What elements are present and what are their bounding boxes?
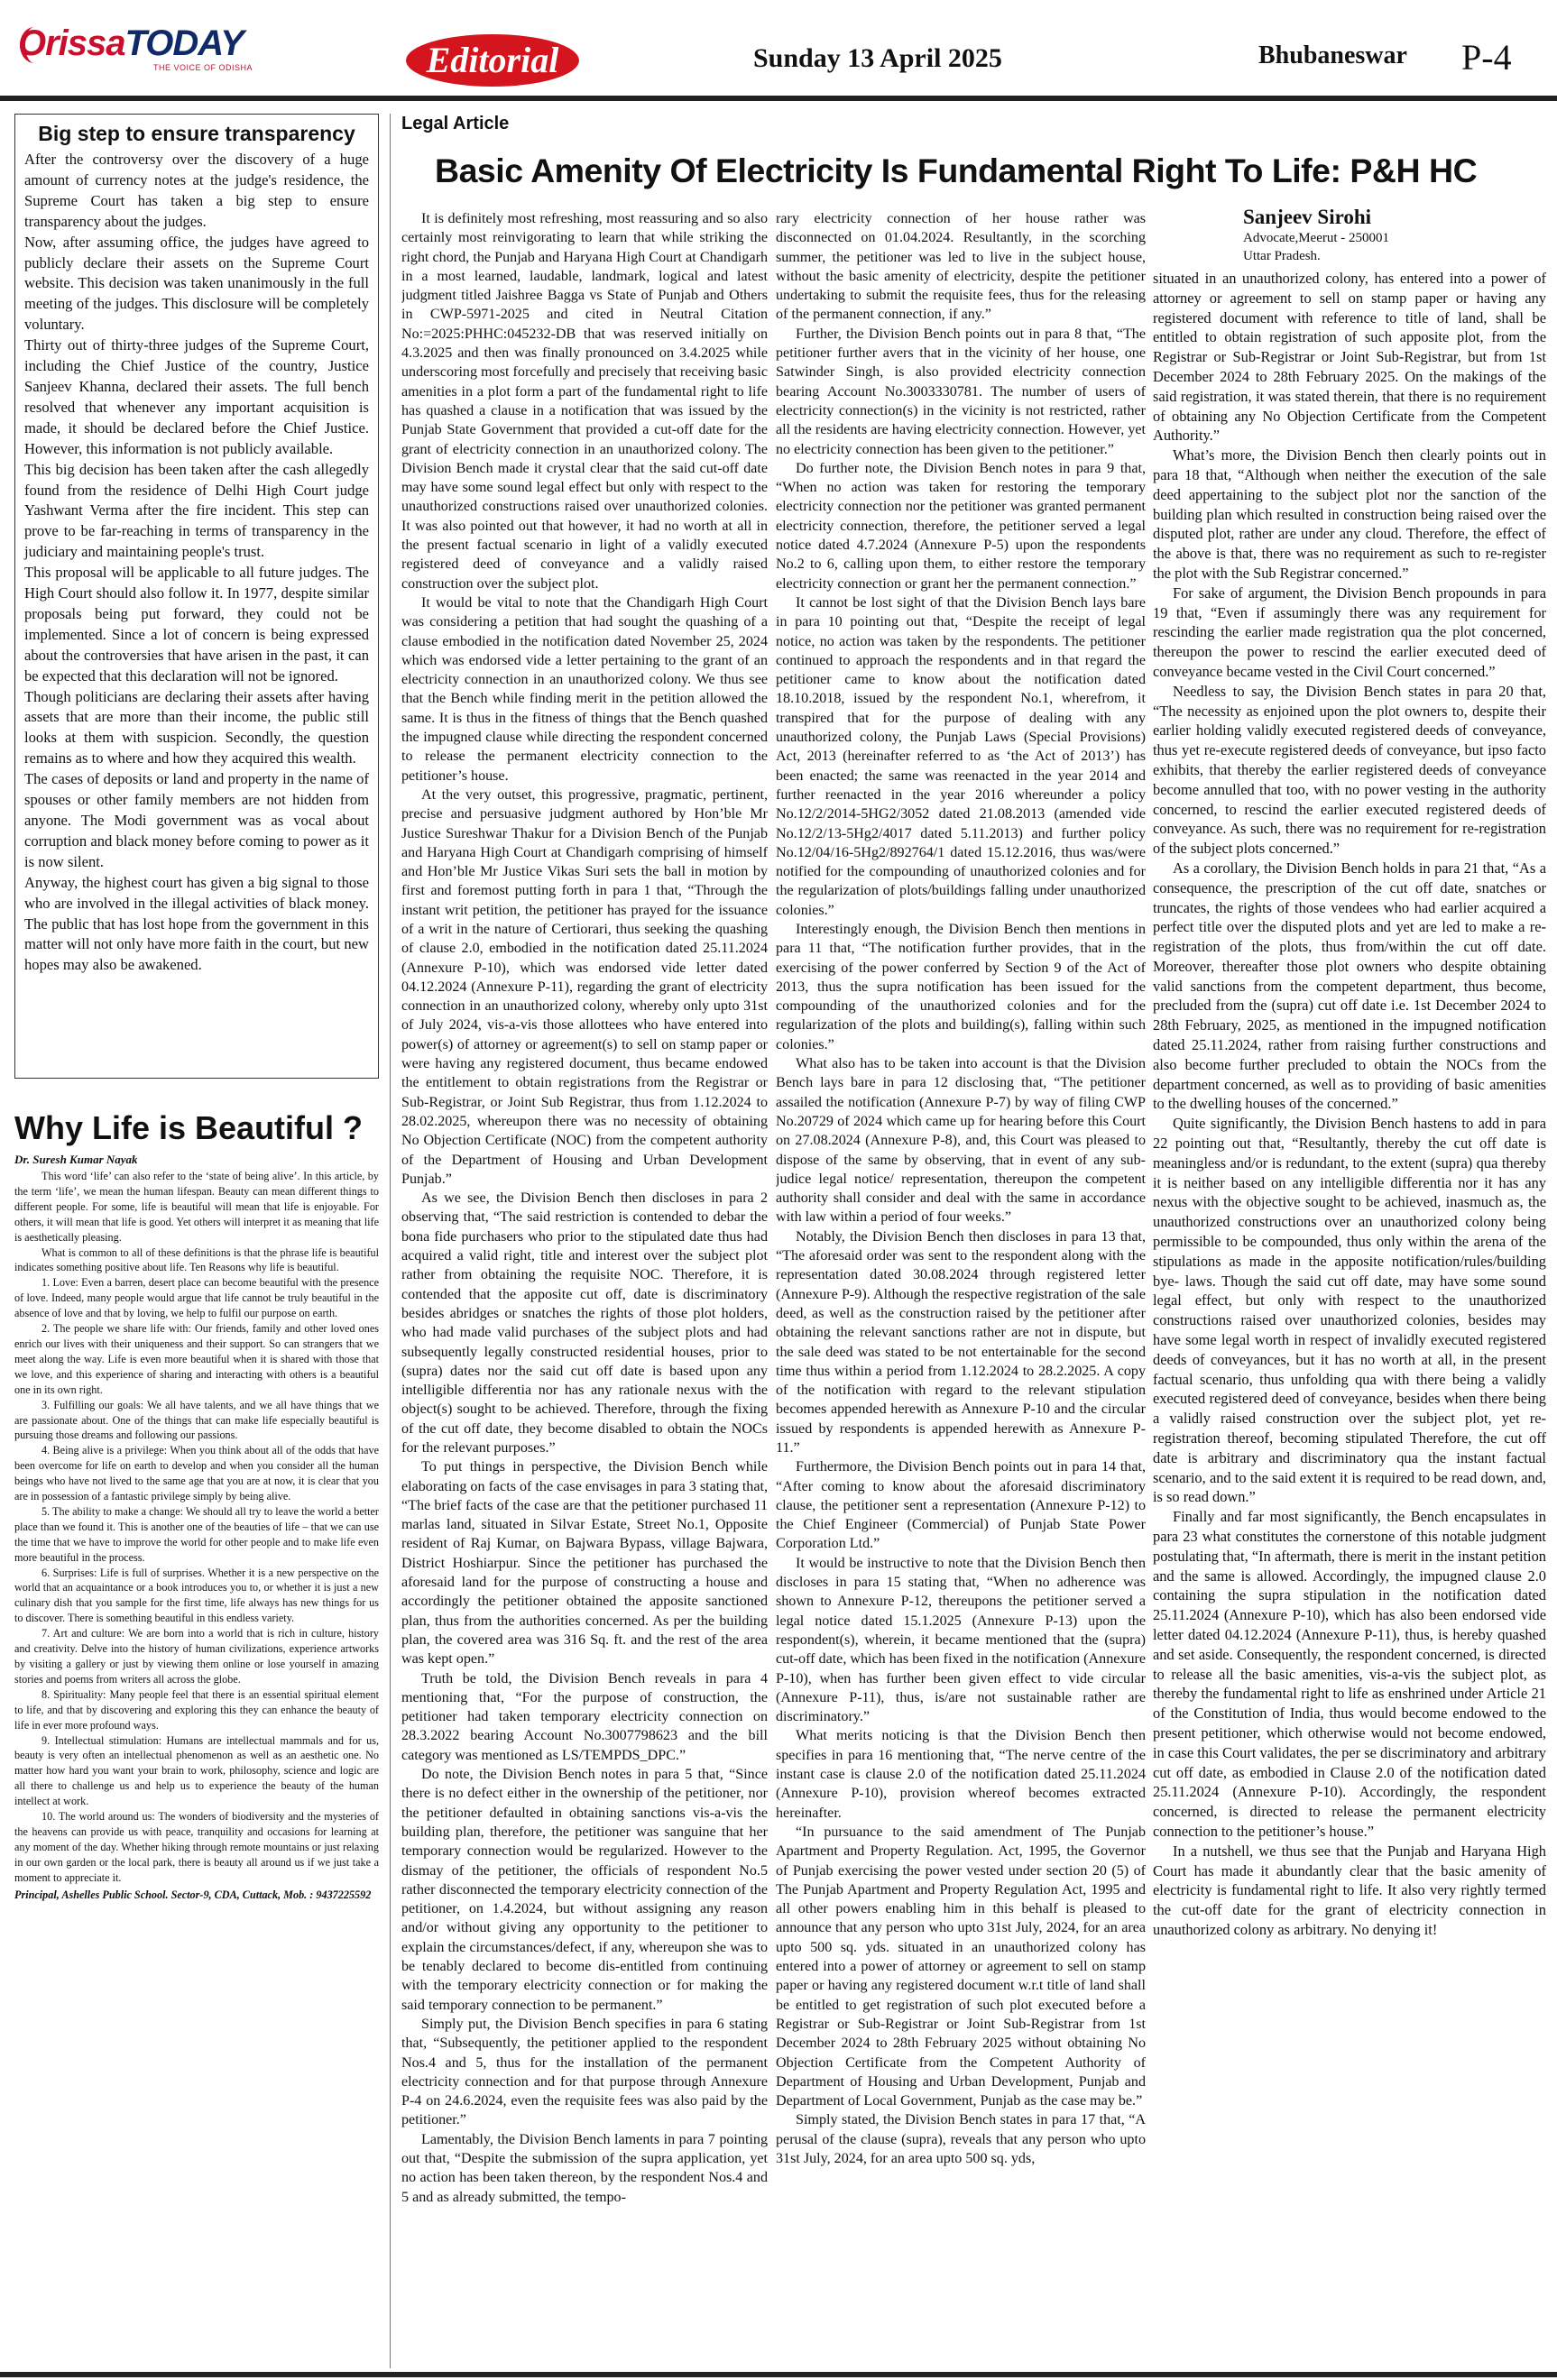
legal-paragraph: Finally and far most significantly, the Bench encapsulates in para 23 what constitutes the cornerstone of this notable judgment postulating that, “In aftermath, there is merit in the instant petition and the same is allowed. Accordingly, the impugned clause 2.0 containing the supra stipulation in the notification dated 25.11.2024 (Annexure P-10), which has also been endorsed vide letter dated 04.12.2024 (Annexure P-11), thus, is hereby quashed and set aside. Consequently, the respondent concerned, is directed to release all the basic amenities, vis-a-vis the subject plot, as thereby the fundamental right to life as enshrined under Article 21 of the Constitution of India, thus would become endowed to the present petitioner, which otherwise would not become endowed, in case this Court validates, the per se discriminatory and arbitrary cut off date, as embodied in Clause 2.0 of the notification dated 25.11.2024 (Annexure P-10). Accordingly, the respondent concerned, is directed to release the permanent electricity connection to the petitioner’s house.”: [1153, 1508, 1546, 1840]
page-number: P-4: [1461, 37, 1512, 78]
masthead: [0, 0, 1557, 97]
life-article: [14, 1109, 379, 2367]
legal-paragraph: It is definitely most refreshing, most reassuring and so also certainly most reinvigorating to learn that while striking the right chord, the Punjab and Haryana High Court at Chandigarh in a most learned, laudable, landmark, logical and latest judgment titled Jaishree Bagga vs State of Punjab and Others in CWP-5971-2025 and cited in Neutral Citation No:=2025:PHHC:045232-DB that was reserved initially on 4.3.2025 and then was finally pronounced on 3.4.2025 while underscoring most forcefully and precisely that receiving basic amenities in a plot form a part of the fundamental right to life has quashed a clause in a notification that was issued by the Punjab State Government that provided a cut-off date for the grant of electricity connection in an unauthorized colony. The Division Bench made it crystal clear that the said cut-off date may have some sound legal effect but only with respect to the unauthorized constructions raised over unauthorized colonies. It was also pointed out that however, it had no worth at all in the present factual scenario in light of a validly executed registered deed of conveyance and a validly raised construction over the subject plot.: [401, 211, 768, 592]
author-name: Sanjeev Sirohi: [1243, 206, 1372, 228]
editorial-paragraph: The cases of deposits or land and property in the name of spouses or other family members are not hidden from anyone. The Modi government was as vocal about corruption and black money before coming to power as it is now silent.: [24, 770, 369, 870]
life-paragraph: 3. Fulfilling our goals: We all have talents, and we all have things that we are passionate about. One of the things that can make life especially beautiful is pursuing those dreams and following our passions.: [14, 1398, 379, 1442]
editorial-paragraph: Anyway, the highest court has given a big signal to those who are involved in the illegal activities of black money. The public that has lost hope from the government in this matter will not only have more faith in the court, but new hopes may also be awakened.: [24, 873, 369, 974]
life-body: [14, 1169, 379, 1886]
life-paragraph: 7. Art and culture: We are born into a world that is rich in culture, history and creativity. Delve into the history of human civilizations, experience artworks by visiting a gallery or just by viewing them online or lose yourself in amazing stories and poems from writers all across the globe.: [14, 1627, 379, 1686]
column-divider: [390, 114, 391, 2368]
editorial-paragraph: After the controversy over the discovery of a huge amount of currency notes at the judge's residence, the Supreme Court has taken a big step to ensure transparency about the judges.: [24, 151, 369, 230]
life-paragraph: 9. Intellectual stimulation: Humans are intellectual mammals and for us, beauty is very often an intellectual phenomenon as well as an aesthetic one. No matter how hard you want your brain to work, philosophy, science and logic are all there to challenge us and help us to experience the beauty of the human intellect at work.: [14, 1733, 379, 1808]
legal-paragraph: At the very outset, this progressive, pragmatic, pertinent, precise and persuasive judgment authored by Hon’ble Mr Justice Sureshwar Thakur for a Division Bench of the Punjab and Haryana High Court at Chandigarh comprising of himself and Hon’ble Mr Justice Vikas Suri sets the ball in motion by first and foremost putting forth in para 1 that, “Through the instant writ petition, the petitioner has prayed for the issuance of a writ in the nature of Certiorari, thus seeking the quashing of clause 2.0, embodied in the notification dated 25.11.2024 (Annexure P-10), which was endorsed vide letter dated 04.12.2024 (Annexure P-11), regarding the grant of electricity connection in an unauthorized colony, whereby only upto 31st of July 2024, vis-a-vis those allottees who have entered into power(s) of attorney or agreement(s) to sell on stamp paper or were having any registered document, thus became endowed the entitlement to obtain registrations from the Registrar or Sub-Registrar, or Joint Sub Registrar, thus from 1.12.2024 to 28.02.2025, whereupon there was no necessity of obtaining No Objection Certificate (NOC) from the competent authority of the Department of Housing and Urban Development Punjab.”: [401, 786, 768, 1187]
newspaper-logo: [18, 23, 253, 83]
logo-text: OrissaTODAY: [18, 23, 244, 63]
author-address-line2: Uttar Pradesh.: [1243, 249, 1321, 263]
editorial-paragraph: Now, after assuming office, the judges have agreed to publicly declare their assets on the Supreme Court website. This decision was taken unanimously in the full meeting of the judges. This disclosure will be completely voluntary.: [24, 233, 369, 334]
legal-headline: Basic Amenity Of Electricity Is Fundamental Right To Life: P&H HC: [435, 152, 1478, 189]
legal-paragraph: Notably, the Division Bench then discloses in para 13 that, “The aforesaid order was sent to the respondent along with the representation dated 30.08.2024 through registered letter (Annexure P-9). Although the respective registration of the sale deed, as well as the construction raised by the petitioner after obtaining the relevant sanctions rather are not in dispute, but the sale deed was stated to be not entertainable for the second time thus within a period from 1.12.2024 to 28.2.2025. A copy of the notification with regard to the relevant stipulation becomes appended herewith as Annexure P-10 and the circular issued by respondents is appended herewith as Annexure P-11.”: [776, 1228, 1146, 1456]
edition-city: Bhubaneswar: [1258, 41, 1407, 69]
life-paragraph: 2. The people we share life with: Our friends, family and other loved ones enrich our lives with their uniqueness and their support. So can strangers that we meet along the way. Life is even more beautiful when it is shared with those that we love, and this experience of sharing and interacting with others is a beautiful one in its own right.: [14, 1322, 379, 1396]
life-paragraph: 5. The ability to make a change: We should all try to leave the world a better place than we found it. This is another one of the beauties of life – that we can use the time that we have to improve the world for other people and to make life even more beautiful in the process.: [14, 1504, 379, 1564]
author-block: [1243, 206, 1550, 265]
legal-paragraph: Needless to say, the Division Bench states in para 20 that, “The necessity as enjoined upon the plot owners to, despite their earlier holding validly executed registered deeds of conveyance, thus yet re-execute registered deeds of conveyance, but ipso facto exhibits, that thereby the earlier registered deeds of conveyance become annulled that too, with no power vesting in the authority concerned, to rescind the earlier executed registered deeds of conveyance. As such, there was no requirement for re-registration of the subject plots concerned.”: [1153, 682, 1546, 858]
legal-column-3: [1153, 269, 1546, 2369]
legal-paragraph: Quite significantly, the Division Bench hastens to add in para 22 pointing out that, “Resultantly, thereby the cut off date is meaningless and/or is redundant, to the extent (supra) qua thereby it is neither based on any intelligible differentia nor it has any nexus with the objective sought to be achieved, inasmuch as, the unauthorized constructions over an unauthorized colony being permissible to be compounded, thus only within the arena of the stipulations as made in the apposite notification/rules/building bye- laws. Though the said cut off date, may have some sound legal effect, but only with respect to the unauthorized constructions raised over unauthorized colonies, besides may have some legal worth in respect of invalidly executed registered deeds of conveyances, but it has no worth at all, in the present factual scenario, thus unfolding qua with there being a validly executed registered deed of conveyance, besides when there being a validly raised construction over the subject plot, yet re-registration thereof, becoming stipulated Therefore, the cut off date is arbitrary and discriminatory qua the instant factual scenario, and to the said extent it is required to be read down, and, is so read down.”: [1153, 1115, 1546, 1506]
legal-paragraph: Truth be told, the Division Bench reveals in para 4 mentioning that, “For the purpose of construction, the petitioner had taken temporary electricity connection on 28.3.2022 bearing Account No.3007798623 and the bill category was mentioned as LS/TEMPDS_DPC.”: [401, 1670, 768, 1763]
editorial-body: [24, 150, 369, 976]
editorial-paragraph: This big decision has been taken after the cash allegedly found from the residence of Delhi High Court judge Yashwant Verma after the fire incident. This step can prove to be far-reaching in terms of transparency in the judiciary and maintaining people's trust.: [24, 460, 369, 561]
legal-paragraph: Do note, the Division Bench notes in para 5 that, “Since there is no defect either in the ownership of the petitioner, nor the petitioner defaulted in obtaining sanctions vis-a-vis the building plan, therefore, the petitioner was sanguine that her temporary connection would be regularized. However to the dismay of the petitioner, the officials of respondent No.5 rather disconnected the temporary electricity connection of the petitioner, on 1.4.2024, but without assigning any reason and/or without giving any opportunity to the petitioner to explain the circumstances/defect, if any, whereupon she was to be tenably declared to become dis-entitled from continuing with the temporary electricity connection or for making the said temporary connection to be permanent.”: [401, 1767, 768, 2013]
editorial-paragraph: Though politicians are declaring their assets after having assets that are more than their income, the public still looks at them with suspicion. Secondly, the question remains as to where and how they acquired this wealth.: [24, 687, 369, 767]
editorial-paragraph: Thirty out of thirty-three judges of the Supreme Court, including the Chief Justice of the country, Justice Sanjeev Khanna, declared their assets. The full bench resolved that whenever any important acquisition is made, it should be declared before the Chief Justice. However, this information is not publicly available.: [24, 336, 369, 457]
legal-paragraph: Further, the Division Bench points out in para 8 that, “The petitioner further avers that in the vicinity of her house, one Satwinder Singh, is also provided electricity connection bearing Account No.3003330781. The number of users of electricity connection(s) in the vicinity is not restricted, rather all the residents are having electricity connection. However, yet no electricity connection has been given to the petitioner.”: [776, 326, 1146, 457]
life-paragraph: This word ‘life’ can also refer to the ‘state of being alive’. In this article, by the term ‘life’, we mean the human lifespan. Beauty can mean different things to different people. For some, life is beautiful will mean that life is enjoyable. For others, it will mean that life is good. Yet others will interpret it as meaning that life is aesthetically pleasing.: [14, 1170, 379, 1244]
legal-column-2: [776, 209, 1146, 2369]
life-paragraph: 8. Spirituality: Many people feel that there is an essential spiritual element to life, and that by discovering and exploring this they can enhance the beauty of life in ever more profound ways.: [14, 1687, 379, 1732]
footer-divider: [0, 2372, 1557, 2377]
legal-paragraph: What also has to be taken into account is that the Division Bench lays bare in para 12 disclosing that, “The petitioner assailed the notification (Annexure P-7) by way of filing CWP No.20729 of 2024 which came up for hearing before this Court on 27.08.2024 (Annexure P-8), and, this Court was pleased to dispose of the same by observing, that in event of any sub-judice legal notice/ representation, thereupon the competent authority shall consider and deal with the same in accordance with law within a period of four weeks.”: [776, 1056, 1146, 1226]
legal-paragraph: What merits noticing is that the Division Bench then specifies in para 16 mentioning that, “The nerve centre of the instant case is clause 2.0 of the notification dated 25.11.2024 (Annexure P-10), provision whereof becomes extracted hereinafter.: [776, 1728, 1146, 1821]
life-signature: Principal, Ashelles Public School. Sector-9, CDA, Cuttack, Mob. : 9437225592: [14, 1888, 372, 1901]
legal-paragraph: Simply put, the Division Bench specifies in para 6 stating that, “Subsequently, the petitioner applied to the respondent Nos.4 and 5, thus for the installation of the permanent electricity connection and for that purpose through Annexure P-4 on 24.6.2024, even the requisite fees was also paid by the petitioner.”: [401, 2016, 768, 2128]
section-badge: Editorial: [406, 34, 579, 87]
legal-paragraph: situated in an unauthorized colony, has entered into a power of attorney or agreement to sell on stamp paper or having any registered document with reference to title of land, shall be entitled to obtain registration of such apposite plot, from the Registrar or Sub-Registrar or Joint Sub-Registrar, but from 1st December 2024 to 28th February 2025. On the makings of the said registration, it was stated therein, that there is no requirement of obtaining any No Objection Certificate from the Competent Authority.”: [1153, 270, 1546, 445]
legal-paragraph: As a corollary, the Division Bench holds in para 21 that, “As a consequence, the prescription of the cut off date, snatches or truncates, the rights of those vendees who had earlier acquired a perfect title over the disputed plots and yet are led to make a re-registration of the plots, thus from/within the cut off date. Moreover, thereafter those plot owners who despite obtaining valid sanctions from the competent department, thus become, precluded from the (supra) cut off date i.e. 1st December 2024 to 28th February, 2025, as mentioned in the impugned notification dated 25.11.2024, rather from raising further constructions and also become further precluded to obtain the NOCs from the department concerned, as well as to providing of basic amenities to the dwelling houses of the concerned.”: [1153, 859, 1546, 1113]
editorial-box: [14, 114, 379, 1079]
editorial-paragraph: This proposal will be applicable to all future judges. The High Court should also follow it. In 1977, despite similar proposals being put forward, they could not be implemented. Since a lot of concern is being expressed about the controversies that have arisen in the past, it can be expected that this declaration will not be ignored.: [24, 564, 369, 685]
legal-paragraph: In a nutshell, we thus see that the Punjab and Haryana High Court has made it abundantly clear that the basic amenity of electricity is fundamental right to life. It also very rightly termed the cut-off date for the grant of electricity connection in unauthorized colony as arbitrary. No denying it!: [1153, 1842, 1546, 1938]
life-byline: Dr. Suresh Kumar Nayak: [14, 1153, 138, 1166]
legal-paragraph: What’s more, the Division Bench then clearly points out in para 18 that, “Although when neither the execution of the sale deed appertaining to the subject plot nor the sanction of the building plan which resulted in construction being raised over the disputed plot, rather are under any cloud. Therefore, the effect of the above is that, there was no requirement as such to re-register the plot with the Sub Registrar concerned.”: [1153, 446, 1546, 582]
legal-column-1: [401, 209, 768, 2369]
logo-tagline: THE VOICE OF ODISHA: [153, 63, 253, 72]
legal-paragraph: rary electricity connection of her house rather was disconnected on 01.04.2024. Resultantly, in the scorching summer, the petitioner was led to live in the subject house, without the basic amenity of electricity, despite the petitioner undertaking to submit the requisite fees, thus for the releasing of the permanent connection, if any.”: [776, 211, 1146, 323]
life-paragraph: What is common to all of these definitions is that the phrase life is beautiful indicates something positive about life. Ten Reasons why life is beautiful.: [14, 1245, 379, 1274]
editorial-title: Big step to ensure transparency: [38, 122, 355, 145]
legal-paragraph: Interestingly enough, the Division Bench then mentions in para 11 that, “The notification further provides, that in the exercising of the power conferred by Section 9 of the Act of 2013, thus the supra notification has been issued for the compounding of the unauthorized colonies and for the regularization of the plots and building(s), falling within such colonies.”: [776, 921, 1146, 1052]
legal-paragraph: Do further note, the Division Bench notes in para 9 that, “When no action was taken for restoring the temporary electricity connection nor the petitioner was granted permanent electricity connection, therefore, the petitioner served a legal notice dated 4.7.2024 (Annexure P-5) upon the respondents No.2 to 6, calling upon them, to either restore the temporary electricity connection or grant her the permanent connection.”: [776, 460, 1146, 592]
legal-paragraph: It would be instructive to note that the Division Bench then discloses in para 15 stating that, “When no adherence was shown to Annexure P-12, thereupons the petitioner served a legal notice dated 15.1.2025 (Annexure P-13) upon the respondent(s), wherein, it became mentioned that the (supra) cut-off date, which has been fixed in the notification (Annexure P-10), when has further been given effect to vide circular (Annexure P-11), thus, is/are not sustainable rather are discriminatory.”: [776, 1555, 1146, 1725]
life-title: Why Life is Beautiful ?: [14, 1109, 364, 1146]
legal-paragraph: “In pursuance to the said amendment of The Punjab Apartment and Property Regulation. Act, 1995, the Governor of Punjab exercising the power vested under section 20 (5) of The Punjab Apartment and Property Regulation Act, 1995 and all other powers enabling him in this behalf is pleased to announce that any person who upto 31st July, 2024, for an area upto 500 sq. yds. situated in an unauthorized colony has entered into a power of attorney or agreement to sell on stamp paper or having any registered document w.r.t title of land shall be entitled to get registration of such plot executed before a Registrar or Sub-Registrar or Joint Sub-Registrar from 1st December 2024 to 28th February 2025 without obtaining No Objection Certificate from the Competent Authority of Department of Housing and Urban Development, Punjab and Department of Local Government, Punjab as the case may be.”: [776, 1824, 1146, 2109]
life-paragraph: 10. The world around us: The wonders of biodiversity and the mysteries of the heavens can provide us with peace, tranquility and occasions for learning at any moment of the day. Whether hiking through remote mountains or just relaxing in our own garden or the local park, there is beauty all around us if we just take a moment to appreciate it.: [14, 1810, 379, 1884]
legal-paragraph: Lamentably, the Division Bench laments in para 7 pointing out that, “Despite the submission of the supra application, yet no action has been taken thereon, by the respondent Nos.4 and 5 and as already submitted, the tempo-: [401, 2131, 768, 2205]
legal-paragraph: To put things in perspective, the Division Bench while elaborating on facts of the case envisages in para 3 stating that, “The brief facts of the case are that the petitioner purchased 11 marlas land, situated in Silvar Estate, Street No.1, Opposite resident of Raj Kumar, on Bajwara Bypass, village Bajwara, District Hoshiarpur. Since the petitioner has purchased the aforesaid land for the purpose of constructing a house and accordingly the petitioner obtained the apposite sanctioned plan, thus from the authorities concerned. As per the building plan, the covered area was 316 Sq. ft. and the rest of the area was kept open.”: [401, 1459, 768, 1668]
legal-article-label: Legal Article: [401, 114, 510, 133]
legal-paragraph: It cannot be lost sight of that the Division Bench lays bare in para 10 pointing out that, “Despite the receipt of legal notice, no action was taken by the respondents. The petitioner continued to approach the respondents and in that regard the petitioner came to know about the notification dated 18.10.2018, issued by the respondent No.1, wherefrom, it transpired that for the purpose of dealing with any unauthorized colony, the Punjab Laws (Special Provisions) Act, 2013 (hereinafter referred to as ‘the Act of 2013’) has been enacted; the same was reenacted in the year 2014 and further reenacted in the year 2016 whereunder a policy No.12/2/2014-5HG2/3052 dated 21.08.2013 (amended vide No.12/2/13-5Hg2/4017 dated 5.11.2013) and further policy No.12/04/16-5Hg2/892764/1 dated 15.12.2016, thus was/were notified for the compounding of unauthorized colonies and for the regularization of plots/buildings falling under unauthorized colonies.”: [776, 594, 1146, 918]
legal-paragraph: As we see, the Division Bench then discloses in para 2 observing that, “The said restriction is contended to debar the bona fide purchasers who prior to the stipulated date thus had acquired a valid right, title and interest over the subject plot rather from obtaining the requisite NOC. Therefore, it is contended that the apposite cut off, date is discriminatory besides abridges or snatches the rights of those plot holders, who had made valid purchases of the subject plots and had subsequently legally constructed residential houses, prior to (supra) dates nor the said cut off date is based upon any intelligible differentia nor has any rationale nexus with the object(s) sought to be achieved. Therefore, through the fixing of the cut off date, they become disabled to obtain the NOCs for the relevant purposes.”: [401, 1190, 768, 1456]
issue-date: Sunday 13 April 2025: [753, 43, 1002, 73]
life-paragraph: 6. Surprises: Life is full of surprises. Whether it is a new perspective on the world that an acquaintance or a book introduces you to, or whether it is just a new culinary dish that you sample for the first time, life always has new things for us to discover. There is something beautiful in this endless variety.: [14, 1566, 379, 1625]
legal-paragraph: Furthermore, the Division Bench points out in para 14 that, “After coming to know about the aforesaid discriminatory clause, the petitioner sent a representation (Annexure P-12) to the Chief Engineer (Commercial) of Punjab State Power Corporation Ltd.”: [776, 1459, 1146, 1552]
legal-paragraph: It would be vital to note that the Chandigarh High Court was considering a petition that had sought the quashing of a clause embodied in the notification dated November 25, 2024 which was endorsed vide a letter pertaining to the grant of an electricity connection in an unauthorized colony. We thus see that the Bench while finding merit in the petition allowed the same. It is thus in the fitness of things that the Bench quashed the impugned clause while directing the respondent concerned to release the permanent electricity connection to the petitioner’s house.: [401, 594, 768, 784]
masthead-divider: [0, 96, 1557, 101]
life-paragraph: 4. Being alive is a privilege: When you think about all of the odds that have been overcome for life on earth to develop and when you consider all the human beings who have not lived to the same age that you are at now, it is clear that you are in possession of a fantastic privilege simply by being alive.: [14, 1444, 379, 1503]
author-address-line1: Advocate,Meerut - 250001: [1243, 231, 1390, 245]
life-paragraph: 1. Love: Even a barren, desert place can become beautiful with the presence of love. Indeed, many people would argue that life cannot be truly beautiful in the absence of love and that by loving, we help to fulfil our purpose on earth.: [14, 1276, 379, 1320]
legal-paragraph: For sake of argument, the Division Bench propounds in para 19 that, “Even if assumingly there was any requirement for rescinding the earlier made registration qua the plot concerned, thereupon the power to rescind the earlier executed deed of conveyance became vested in the Civil Court concerned.”: [1153, 584, 1546, 680]
legal-paragraph: Simply stated, the Division Bench states in para 17 that, “A perusal of the clause (supra), reveals that any person who upto 31st July, 2024, for an area upto 500 sq. yds,: [776, 2112, 1146, 2166]
